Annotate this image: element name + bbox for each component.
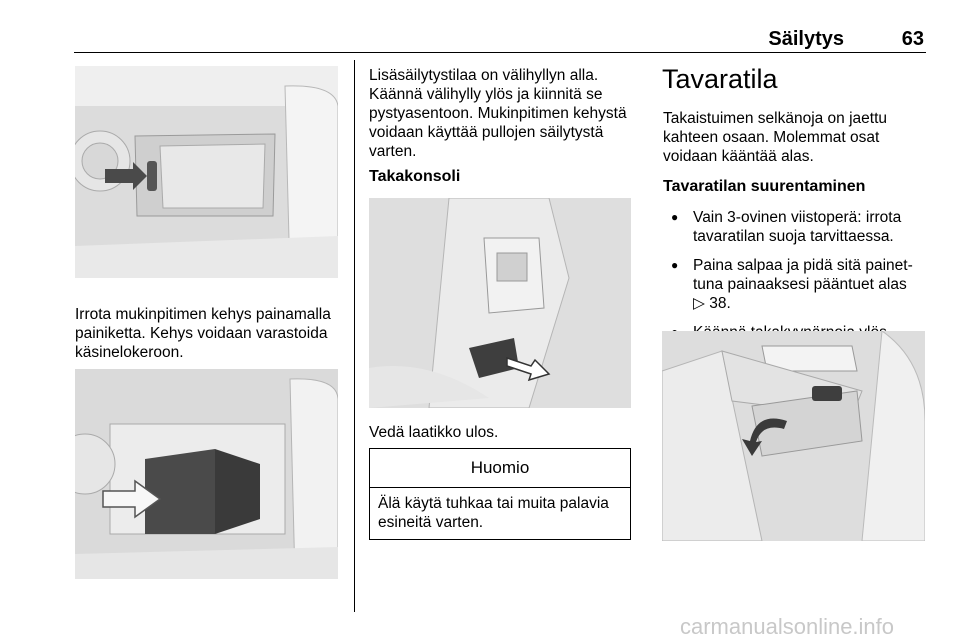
heading-takakonsoli: Takakonsoli <box>369 168 461 185</box>
header-rule <box>74 52 926 53</box>
notice-body: Älä käytä tuhkaa tai muita palavia esineitä varten. <box>378 495 609 531</box>
armrest-illustration <box>662 331 925 541</box>
page-number: 63 <box>901 28 924 50</box>
notice-box <box>369 448 631 540</box>
list-item: ● Paina salpaa ja pidä sitä painet- tuna painaaksesi pääntuet alas ▷ 38. <box>663 256 925 313</box>
paragraph-tavaratila: Takaistuimen selkänoja on jaettu kahteen osaan. Molemmat osat voidaan kääntää alas. <box>663 110 888 165</box>
heading-tavaratila: Tavaratila <box>662 64 778 94</box>
page-ref: 38. <box>709 295 731 312</box>
paragraph-cupholder: Irrota mukinpitimen kehys painamalla painiketta. Kehys voidaan varastoida käsinelokeroon. <box>75 306 331 361</box>
paragraph-extra-storage: Lisäsäilytystilaa on välihyllyn alla. Käännä välihylly ylös ja kiinnitä se pystyasentoon. Mukinpitimen kehystä voidaan käyttää pullojen säilytystä varten. <box>369 67 627 160</box>
column-divider <box>354 60 355 612</box>
cupholder-illustration <box>75 66 338 278</box>
section-title: Säilytys <box>768 28 844 50</box>
caption-pull-drawer: Vedä laatikko ulos. <box>369 424 499 441</box>
page-ref-icon: ▷ <box>693 295 705 312</box>
rear-console-illustration <box>369 198 631 408</box>
watermark: carmanualsonline.info <box>680 614 895 639</box>
list-item: ● Vain 3-ovinen viistoperä: irrota tavaratilan suoja tarvittaessa. <box>663 208 925 246</box>
storage-compartment-illustration <box>75 369 338 579</box>
notice-title: Huomio <box>370 449 630 488</box>
subheading-enlarge: Tavaratilan suurentaminen <box>663 178 866 195</box>
